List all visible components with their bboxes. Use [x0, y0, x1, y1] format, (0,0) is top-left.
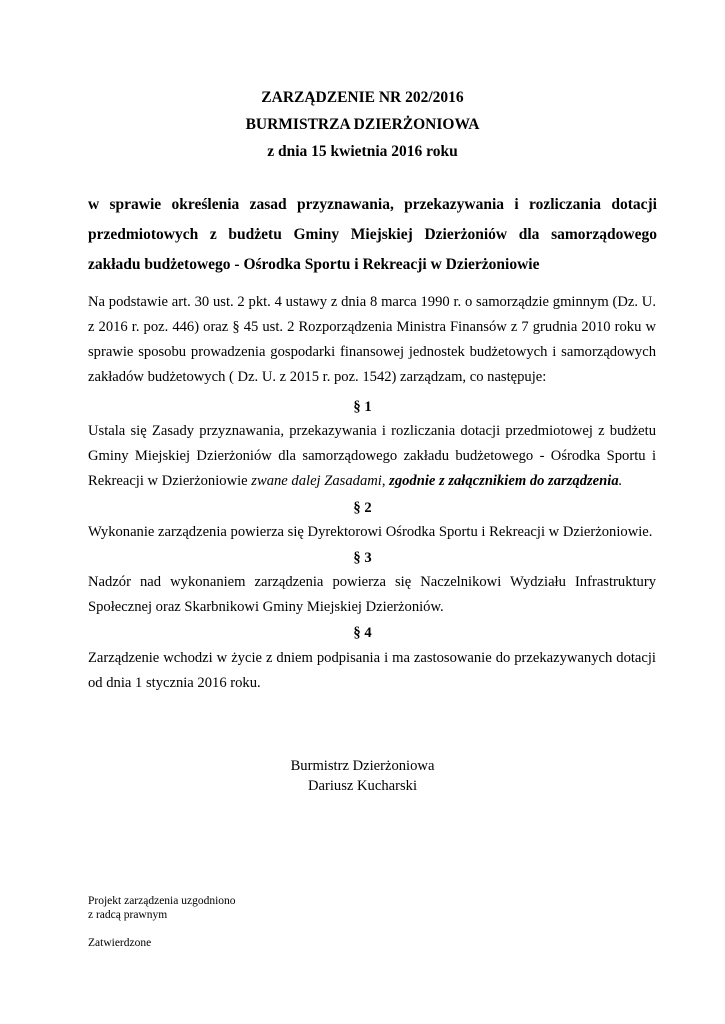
section-4-text	[88, 646, 656, 696]
attachment-reference: zgodnie z załącznikiem do zarządzenia	[389, 473, 619, 489]
document-title: ZARZĄDZENIE NR 202/2016	[261, 89, 464, 106]
subject-line: w sprawie określenia zasad przyznawania, przekazywania i rozliczania dotacji	[88, 196, 657, 213]
subject-line: przedmiotowych z budżetu Gminy Miejskiej Dzierżoniów dla samorządowego	[88, 226, 657, 243]
paragraph-line: Wykonanie zarządzenia powierza się Dyrektorowi Ośrodka Sportu i Rekreacji w Dzierżoniowie.	[88, 524, 653, 540]
signatory-title: Burmistrz Dzierżoniowa	[290, 758, 435, 774]
paragraph-line: zakładów budżetowych ( Dz. U. z 2015 r. poz. 1542) zarządzam, co następuje:	[88, 369, 547, 385]
paragraph-line	[88, 469, 656, 494]
paragraph-line: Zarządzenie wchodzi w życie z dniem podpisania i ma zastosowanie do przekazywanych dotacji	[88, 650, 656, 666]
subject-line: zakładu budżetowego - Ośrodka Sportu i Rekreacji w Dzierżoniowie	[88, 256, 540, 273]
approval-note-line: Projekt zarządzenia uzgodniono	[88, 895, 236, 907]
approved-label: Zatwierdzone	[88, 937, 152, 949]
paragraph-line: Na podstawie art. 30 ust. 2 pkt. 4 ustawy z dnia 8 marca 1990 r. o samorządzie gminnym (Dz. U.	[88, 294, 656, 310]
signatory-name: Dariusz Kucharski	[307, 778, 417, 794]
paragraph-line: z 2016 r. poz. 446) oraz § 45 ust. 2 Rozporządzenia Ministra Finansów z 7 grudnia 2010 roku w	[88, 319, 656, 335]
paragraph-line: Gminy Miejskiej Dzierżoniów dla samorządowego zakładu budżetowego - Ośrodka Sportu i	[88, 448, 656, 464]
section-2-text	[88, 520, 656, 545]
defined-term: zwane dalej Zasadami	[251, 473, 382, 489]
text-run: .	[618, 473, 623, 489]
section-1-text	[88, 419, 656, 494]
paragraph-line: Ustala się Zasady przyznawania, przekazywania i rozliczania dotacji przedmiotowej z budżetu	[88, 423, 656, 439]
section-3-text	[88, 570, 656, 620]
approval-note-line: z radcą prawnym	[88, 909, 168, 921]
paragraph-line: sprawie sposobu prowadzenia gospodarki finansowej jednostek budżetowych i samorządowych	[88, 344, 656, 360]
legal-basis-paragraph	[88, 290, 656, 390]
document-date: z dnia 15 kwietnia 2016 roku	[267, 143, 458, 160]
section-mark-1: § 1	[353, 399, 372, 415]
section-mark-4: § 4	[353, 625, 372, 641]
paragraph-line: od dnia 1 stycznia 2016 roku.	[88, 675, 261, 691]
text-run: ,	[381, 473, 390, 489]
paragraph-line: Nadzór nad wykonaniem zarządzenia powierza się Naczelnikowi Wydziału Infrastruktury	[88, 574, 656, 590]
issuer-title: BURMISTRZA DZIERŻONIOWA	[245, 116, 480, 133]
section-mark-2: § 2	[353, 500, 372, 516]
paragraph-line: Społecznej oraz Skarbnikowi Gminy Miejskiej Dzierżoniów.	[88, 599, 444, 615]
section-mark-3: § 3	[353, 550, 372, 566]
document-subject	[88, 190, 657, 280]
text-run: Rekreacji w Dzierżoniowie	[88, 473, 252, 489]
